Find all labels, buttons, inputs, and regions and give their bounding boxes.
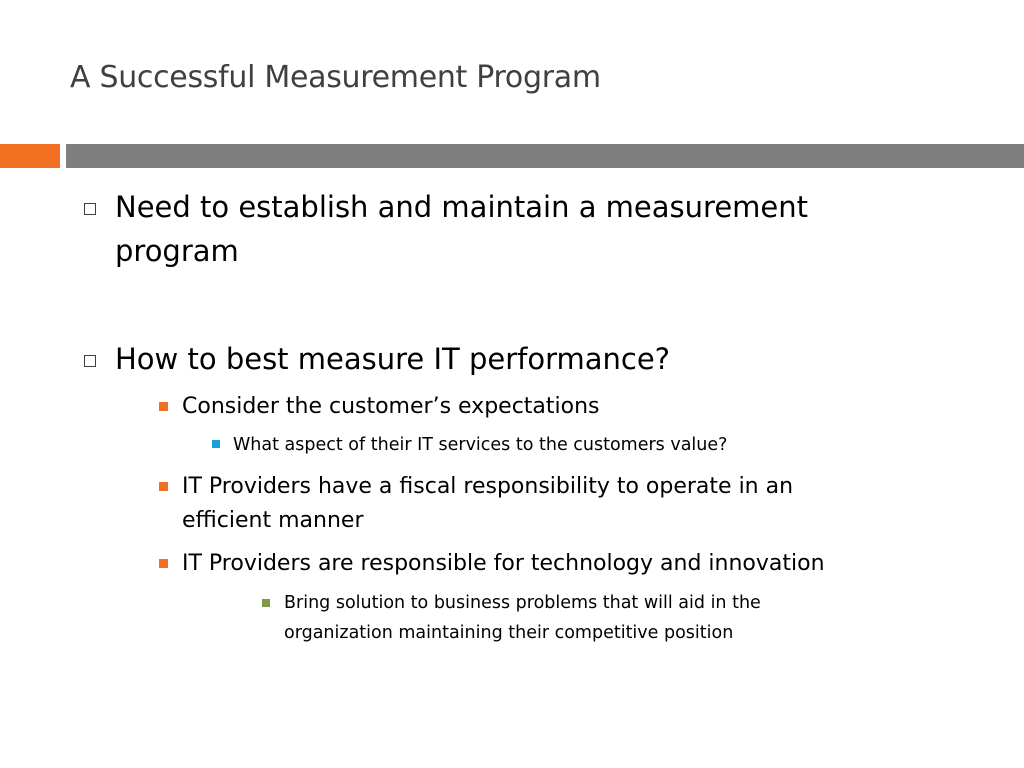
sub-bullet-text: IT Providers have a fiscal responsibility to operate in an [182,474,794,499]
orange-square-bullet-icon [159,402,168,411]
hollow-square-bullet-icon [84,203,96,215]
accent-bar [0,144,60,168]
sub-sub-bullet-text-continued: organization maintaining their competitive position [284,623,734,643]
header-rule [66,144,1024,168]
sub-bullet-text-continued: efficient manner [182,508,364,533]
orange-square-bullet-icon [159,482,168,491]
bullet-text: How to best measure IT performance? [115,342,671,376]
slide-title: A Successful Measurement Program [70,60,601,95]
sub-sub-bullet-text: What aspect of their IT services to the customers value? [233,435,728,455]
sub-bullet-text: IT Providers are responsible for technology and innovation [182,551,825,576]
hollow-square-bullet-icon [84,355,96,367]
blue-square-bullet-icon [212,440,220,448]
sub-bullet-text: Consider the customer’s expectations [182,394,600,419]
green-square-bullet-icon [262,599,270,607]
bullet-text: Need to establish and maintain a measurement [115,190,808,224]
bullet-text-continued: program [115,234,239,268]
orange-square-bullet-icon [159,559,168,568]
sub-sub-bullet-text: Bring solution to business problems that will aid in the [284,593,761,613]
